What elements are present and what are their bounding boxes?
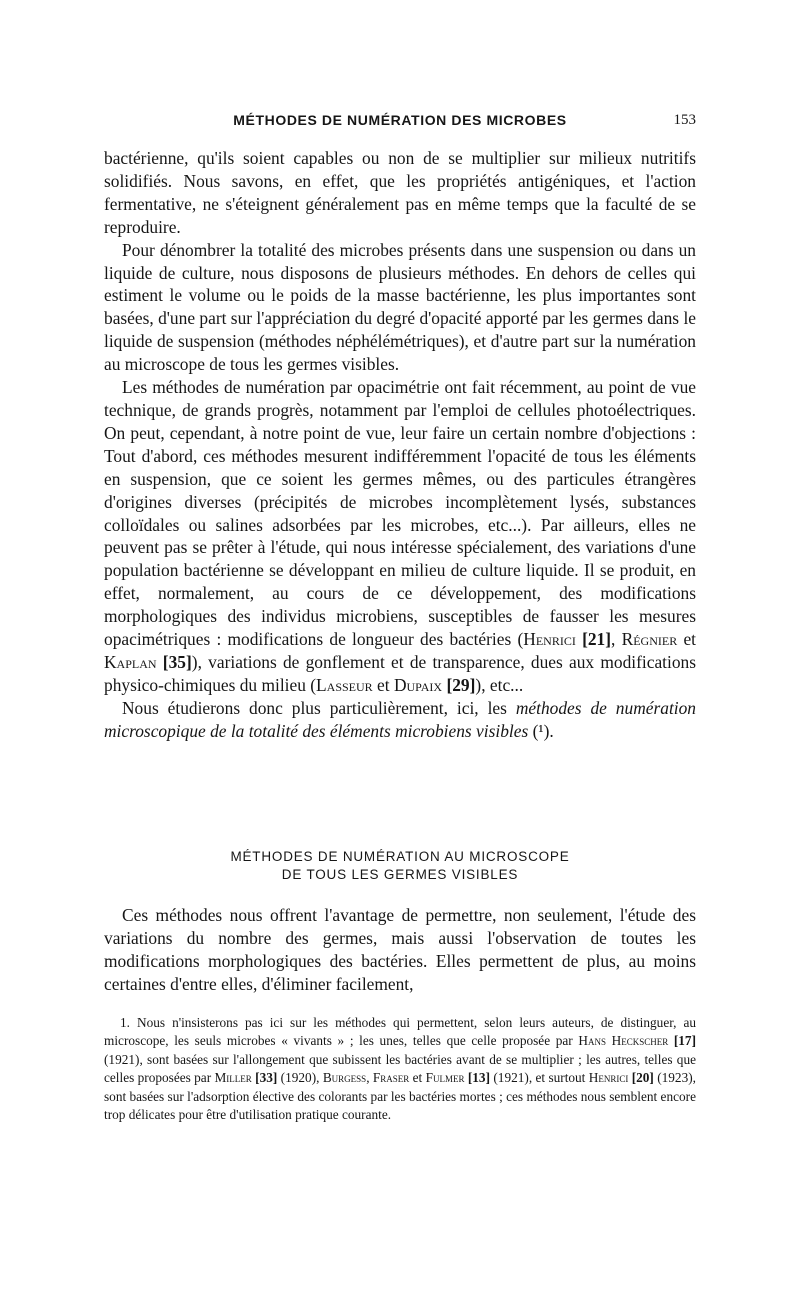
footnote (104, 1014, 696, 1124)
footnote-marker: (¹). (528, 720, 554, 741)
author-dupaix: Dupaix (393, 674, 443, 695)
author-henrici: Henrici (588, 1070, 629, 1086)
author-kaplan: Kaplan (104, 651, 157, 672)
citation-35: [35] (162, 651, 192, 672)
footnote-text-d: (1921), et surtout (490, 1070, 589, 1086)
paragraph-4 (104, 697, 696, 743)
citation-20: [20] (628, 1070, 654, 1086)
paragraph-3 (104, 376, 696, 697)
section-paragraph-1-text: Ces méthodes nous offrent l'avantage de permettre, non seulement, l'étude des variations du nombre des germes, mais aussi l'observation de toutes les modifications morphologiques des bactéries. Elles permettent de plus, au moins certaines d'entre elles, d'éliminer facilement, (104, 905, 696, 994)
paragraph-4-text: Nous étudierons donc plus particulièrement, ici, les (122, 697, 516, 718)
author-henrici: Henrici (523, 629, 576, 650)
paragraph-3-text-a: Les méthodes de numération par opacimétrie ont fait récemment, au point de vue technique, de grands progrès, notamment par l'emploi de cellules photoélectriques. On peut, cependant, à notre point de vue, leur faire un certain nombre d'objections : Tout d'abord, ces méthodes mesurent indifféremment l'opacité de tous les éléments en suspension, que ce soient les germes mêmes, ou des particules étrangères d'origines diverses (précipités de microbes incomplètement lysés, substances colloïdales ou salines adsorbées par les microbes, etc...). Par ailleurs, elles ne peuvent pas se prêter à l'étude, qui nous intéresse spécialement, des variations d'une population bactérienne se développant en milieu de culture liquide. Il se produit, en effet, normalement, au cours de ce développement, des modifications morphologiques des individus microbiens, susceptibles de fausser les mesures opacimétriques : modifications de longueur des bactéries ( (104, 377, 696, 650)
paragraph-2 (104, 239, 696, 376)
section-heading-line-2: DE TOUS LES GERMES VISIBLES (281, 866, 519, 882)
footnote-text-a: 1. Nous n'insisterons pas ici sur les méthodes qui permettent, selon leurs auteurs, de distinguer, au microscope, les seuls microbes « vivants » ; les unes, telles que celle proposée par (104, 1015, 696, 1049)
citation-13: [13] (464, 1070, 491, 1086)
running-title: MÉTHODES DE NUMÉRATION DES MICROBES (233, 112, 567, 128)
paragraph-4-emphasis: méthodes de numération microscopique de la totalité des éléments microbiens visibles (104, 697, 696, 741)
section-heading-line-1: MÉTHODES DE NUMÉRATION AU MICROSCOPE (230, 849, 570, 864)
author-hans-heckscher: Hans Heckscher (578, 1033, 669, 1049)
paragraph-3-text-b: ), variations de gonflement et de transparence, dues aux modifications physico-chimiques du milieu ( (104, 651, 696, 695)
footnote-text-e: (1923), sont basées sur l'adsorption élective des colorants par les bactéries mortes ; ces méthodes nous semblent encore trop délicates pour être d'utilisation pratique courante. (104, 1070, 696, 1123)
citation-17: [17] (668, 1033, 697, 1049)
footnote-text-b: (1921), sont basées sur l'allongement que subissent les bactéries avant de se multiplier ; les autres, telles que celles proposées par (104, 1051, 696, 1086)
running-head (104, 112, 696, 134)
footnote-text-c: (1920), (277, 1070, 323, 1086)
body-text (104, 147, 696, 743)
conjunction: et (372, 674, 394, 695)
author-burgess-fraser: Burgess, Fraser (322, 1070, 410, 1086)
citation-29: [29] (446, 674, 476, 695)
paragraph-1 (104, 147, 696, 239)
footnote-1 (104, 1014, 696, 1124)
section-text (104, 904, 696, 996)
author-fulmer: Fulmer (425, 1070, 465, 1086)
paragraph-3-text-c: ), etc... (475, 674, 524, 695)
separator: , (611, 629, 622, 650)
section-heading (104, 848, 696, 883)
conjunction: et (677, 629, 696, 650)
author-regnier: Régnier (621, 629, 678, 650)
paragraph-1-text: bactérienne, qu'ils soient capables ou non de se multiplier sur milieux nutritifs solidifiés. Nous savons, en effet, que les propriétés antigéniques, et l'action fermentative, ne s'éteignent généralement pas en même temps que la faculté de se reproduire. (104, 148, 696, 237)
citation-21: [21] (582, 629, 612, 650)
paragraph-2-text: Pour dénombrer la totalité des microbes présents dans une suspension ou dans un liquide de culture, nous disposons de plusieurs méthodes. En dehors de celles qui estiment le volume ou le poids de la masse bactérienne, les plus importantes sont basées, d'une part sur l'appréciation du degré d'opacité apporté par les germes dans le liquide de suspension (méthodes néphélémétriques), et d'autre part sur la numération au microscope de tous les germes visibles. (104, 239, 696, 375)
author-miller: Miller (214, 1070, 252, 1086)
section-paragraph-1 (104, 904, 696, 996)
conjunction: et (409, 1070, 426, 1086)
citation-33: [33] (251, 1070, 278, 1086)
page-number: 153 (673, 112, 696, 128)
author-lasseur: Lasseur (316, 674, 373, 695)
